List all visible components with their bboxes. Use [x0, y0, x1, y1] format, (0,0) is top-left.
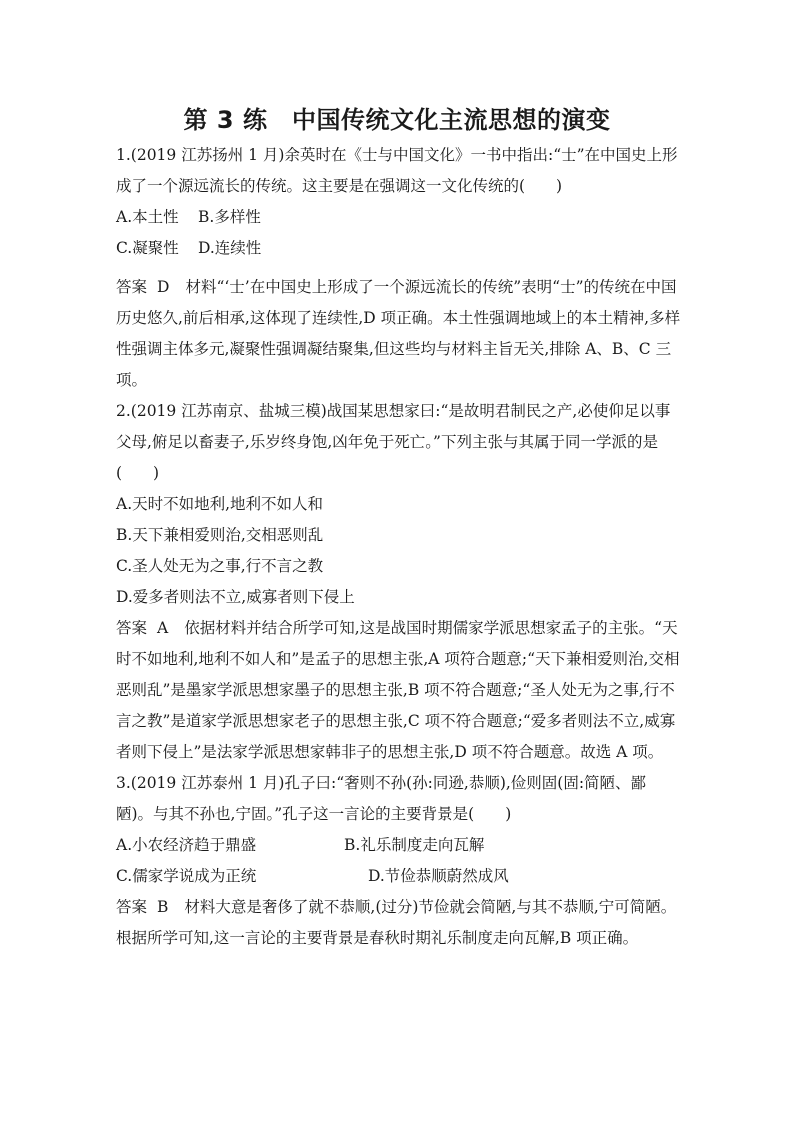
option-c: C.圣人处无为之事,行不言之教 — [116, 557, 324, 575]
option-b: B.礼乐制度走向瓦解 — [344, 836, 485, 854]
answer-letter: D — [157, 278, 170, 296]
option-a: A.本土性 — [116, 208, 179, 226]
answer-explanation: 材料大意是奢侈了就不恭顺,(过分)节俭就会简陋,与其不恭顺,宁可简陋。根据所学可知,这一言论的主要背景是春秋时期礼乐制度走向瓦解,B 项正确。 — [116, 898, 677, 947]
answer-block — [116, 613, 682, 768]
option-row — [116, 830, 682, 861]
answer-letter: A — [157, 619, 169, 637]
question-list — [116, 140, 682, 954]
option-row — [116, 202, 682, 233]
answer-explanation: 依据材料并结合所学可知,这是战国时期儒家学派思想家孟子的主张。“天时不如地利,地利不如人和”是孟子的思想主张,A 项符合题意;“天下兼相爱则治,交相恶则乱”是墨家学派思想家墨子的思想主张,B 项不符合题意;“圣人处无为之事,行不言之教”是道家学派思想家老子的思想主张,C 项不符合题意;“爱多者则法不立,威寡者则下侵上”是法家学派思想家韩非子的思想主张,D 项不符合题意。故选 A 项。 — [116, 619, 680, 761]
answer-label: 答案 — [116, 619, 148, 637]
answer-label: 答案 — [116, 898, 148, 916]
option-row — [116, 861, 682, 892]
answer-block — [116, 892, 682, 954]
answer-block — [116, 272, 682, 396]
answer-label: 答案 — [116, 278, 148, 296]
question-stem: 2.(2019 江苏南京、盐城三模)战国某思想家曰:“是故明君制民之产,必使仰足以事父母,俯足以畜妻子,乐岁终身饱,凶年免于死亡。”下列主张与其属于同一学派的是( ) — [116, 402, 671, 482]
option-b: B.多样性 — [198, 208, 261, 226]
option-d: D.爱多者则法不立,威寡者则下侵上 — [116, 588, 355, 606]
question-stem: 3.(2019 江苏泰州 1 月)孔子曰:“奢则不孙(孙:同逊,恭顺),俭则固(固:简陋、鄙陋)。与其不孙也,宁固。”孔子这一言论的主要背景是( ) — [116, 774, 647, 823]
option-a: A.天时不如地利,地利不如人和 — [116, 495, 324, 513]
option-row — [116, 233, 682, 264]
option-d: D.节俭恭顺蔚然成风 — [368, 867, 509, 885]
option-c: C.凝聚性 — [116, 239, 179, 257]
option-a: A.小农经济趋于鼎盛 — [116, 836, 257, 854]
option-b: B.天下兼相爱则治,交相恶则乱 — [116, 526, 324, 544]
answer-explanation: 材料“‘士’在中国史上形成了一个源远流长的传统”表明“士”的传统在中国历史悠久,前后相承,这体现了连续性,D 项正确。本土性强调地域上的本土精神,多样性强调主体多元,凝聚性强调凝结聚集,但这些均与材料主旨无关,排除 A、B、C 三项。 — [116, 278, 681, 389]
option-d: D.连续性 — [198, 239, 262, 257]
answer-letter: B — [157, 898, 169, 916]
question-stem: 1.(2019 江苏扬州 1 月)余英时在《士与中国文化》一书中指出:“士”在中国史上形成了一个源远流长的传统。这主要是在强调这一文化传统的( ) — [116, 146, 678, 195]
page-title: 第 3 练 中国传统文化主流思想的演变 — [183, 106, 611, 134]
option-c: C.儒家学说成为正统 — [116, 867, 257, 885]
